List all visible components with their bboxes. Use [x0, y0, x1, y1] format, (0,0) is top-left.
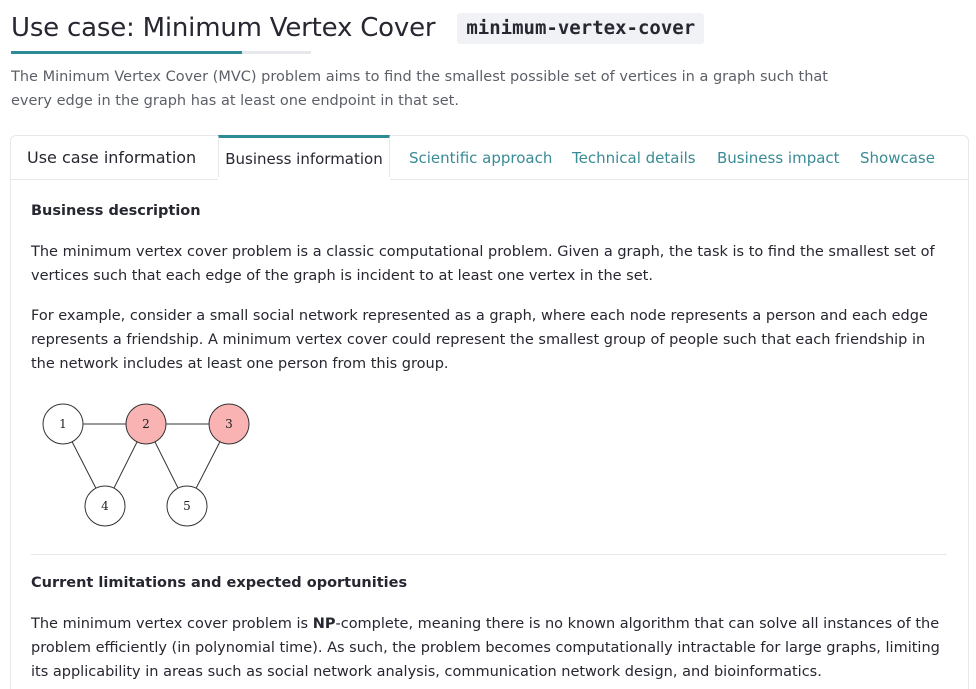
limitations-paragraph: [31, 612, 946, 684]
tab-technical-details[interactable]: Technical details: [572, 148, 696, 167]
title-underline-accent: [11, 51, 242, 54]
business-description-heading: Business description: [31, 203, 201, 219]
np-bold: NP: [312, 616, 336, 632]
vertex-cover-graph: [39, 398, 269, 528]
tab-business-impact[interactable]: Business impact: [717, 148, 840, 167]
active-tab-gap: [218, 177, 390, 180]
tab-showcase[interactable]: Showcase: [860, 148, 935, 167]
tabs-container: [10, 135, 969, 689]
section-divider: [31, 554, 947, 555]
graph-node-label-4: 4: [101, 499, 109, 513]
slug-badge: minimum-vertex-cover: [457, 13, 704, 44]
intro-text: The Minimum Vertex Cover (MVC) problem aims to find the smallest possible set of vertices in a graph such that every edge in the graph has at least one endpoint in that set.: [11, 69, 828, 109]
business-paragraph-1: The minimum vertex cover problem is a classic computational problem. Given a graph, the task is to find the smallest set of vertices such that each edge of the graph is incident to at least one vertex in the set.: [31, 244, 935, 284]
tab-scientific-approach[interactable]: Scientific approach: [409, 148, 553, 167]
graph-node-label-3: 3: [225, 417, 233, 431]
page-header: [11, 8, 704, 48]
graph-node-label-1: 1: [59, 417, 67, 431]
tab-bar: [11, 136, 968, 180]
graph-node-label-2: 2: [142, 417, 150, 431]
page-title: Use case: Minimum Vertex Cover: [11, 13, 436, 43]
limitations-text-end: -complete, meaning there is no known algorithm that can solve all instances of the problem efficiently (in polynomial time). As such, the problem becomes computationally intractable for large graphs, limiting its applicability in areas such as social network analysis, communication network design, and bioinformatics.: [31, 616, 940, 680]
title-underline: [11, 51, 311, 54]
tab-use-case-information[interactable]: Use case information: [27, 148, 197, 167]
business-paragraph-2: For example, consider a small social network represented as a graph, where each node represents a person and each edge represents a friendship. A minimum vertex cover could represent the smallest group of people such that each friendship in the network includes at least one person from this group.: [31, 308, 928, 372]
limitations-heading: Current limitations and expected oportunities: [31, 575, 408, 591]
tab-business-information[interactable]: Business information: [218, 135, 390, 177]
graph-nodes: [43, 404, 249, 526]
graph-node-label-5: 5: [183, 499, 191, 513]
limitations-text-start: The minimum vertex cover problem is: [31, 616, 313, 632]
